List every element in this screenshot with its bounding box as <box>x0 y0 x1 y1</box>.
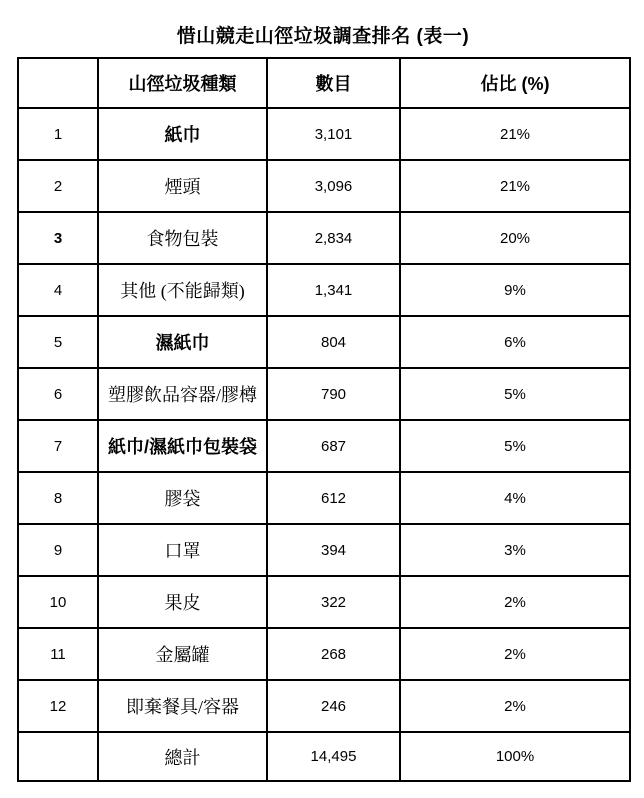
table-row <box>18 108 630 160</box>
percent-cell: 20% <box>400 212 630 264</box>
rank-cell: 10 <box>18 576 98 628</box>
count-cell: 687 <box>267 420 400 472</box>
rank-cell: 9 <box>18 524 98 576</box>
rank-cell: 5 <box>18 316 98 368</box>
header-rank-cell <box>18 58 98 108</box>
percent-cell: 5% <box>400 368 630 420</box>
count-cell: 3,101 <box>267 108 400 160</box>
table-row <box>18 212 630 264</box>
count-cell: 612 <box>267 472 400 524</box>
count-cell: 268 <box>267 628 400 680</box>
page-title: 惜山競走山徑垃圾調查排名 (表一) <box>176 26 470 47</box>
percent-cell: 2% <box>400 628 630 680</box>
table-row <box>18 160 630 212</box>
count-cell: 790 <box>267 368 400 420</box>
trash-type-cell: 塑膠飲品容器/膠樽 <box>98 368 267 420</box>
count-cell: 1,341 <box>267 264 400 316</box>
count-cell: 2,834 <box>267 212 400 264</box>
trash-type-cell: 即棄餐具/容器 <box>98 680 267 732</box>
trash-type-cell: 膠袋 <box>98 472 267 524</box>
trash-type-cell: 濕紙巾 <box>98 316 267 368</box>
trash-type-cell: 果皮 <box>98 576 267 628</box>
trash-ranking-table <box>17 57 631 782</box>
rank-cell: 2 <box>18 160 98 212</box>
count-cell: 804 <box>267 316 400 368</box>
percent-cell: 3% <box>400 524 630 576</box>
table-row <box>18 628 630 680</box>
percent-cell: 21% <box>400 108 630 160</box>
rank-cell: 3 <box>18 212 98 264</box>
table-row <box>18 420 630 472</box>
percent-cell: 4% <box>400 472 630 524</box>
count-cell: 394 <box>267 524 400 576</box>
table-row <box>18 472 630 524</box>
table-row <box>18 316 630 368</box>
total-rank-cell <box>18 732 98 781</box>
trash-type-cell: 其他 (不能歸類) <box>98 264 267 316</box>
trash-type-cell: 紙巾/濕紙巾包裝袋 <box>98 420 267 472</box>
rank-cell: 1 <box>18 108 98 160</box>
percent-cell: 9% <box>400 264 630 316</box>
percent-cell: 21% <box>400 160 630 212</box>
count-cell: 246 <box>267 680 400 732</box>
rank-cell: 4 <box>18 264 98 316</box>
percent-cell: 2% <box>400 680 630 732</box>
trash-type-cell: 煙頭 <box>98 160 267 212</box>
header-count-cell: 數目 <box>267 58 400 108</box>
table-row <box>18 368 630 420</box>
trash-type-cell: 紙巾 <box>98 108 267 160</box>
rank-cell: 8 <box>18 472 98 524</box>
rank-cell: 12 <box>18 680 98 732</box>
count-cell: 322 <box>267 576 400 628</box>
percent-cell: 2% <box>400 576 630 628</box>
table-header-row <box>18 58 630 108</box>
percent-cell: 6% <box>400 316 630 368</box>
header-percent-cell: 佔比 (%) <box>400 58 630 108</box>
total-label-cell: 總計 <box>98 732 267 781</box>
table-row <box>18 524 630 576</box>
total-count-cell: 14,495 <box>267 732 400 781</box>
rank-cell: 6 <box>18 368 98 420</box>
table-row <box>18 576 630 628</box>
trash-type-cell: 口罩 <box>98 524 267 576</box>
table-row <box>18 264 630 316</box>
count-cell: 3,096 <box>267 160 400 212</box>
trash-type-cell: 食物包裝 <box>98 212 267 264</box>
rank-cell: 11 <box>18 628 98 680</box>
rank-cell: 7 <box>18 420 98 472</box>
total-percent-cell: 100% <box>400 732 630 781</box>
header-type-cell: 山徑垃圾種類 <box>98 58 267 108</box>
table-row <box>18 680 630 732</box>
percent-cell: 5% <box>400 420 630 472</box>
table-total-row <box>18 732 630 781</box>
trash-type-cell: 金屬罐 <box>98 628 267 680</box>
